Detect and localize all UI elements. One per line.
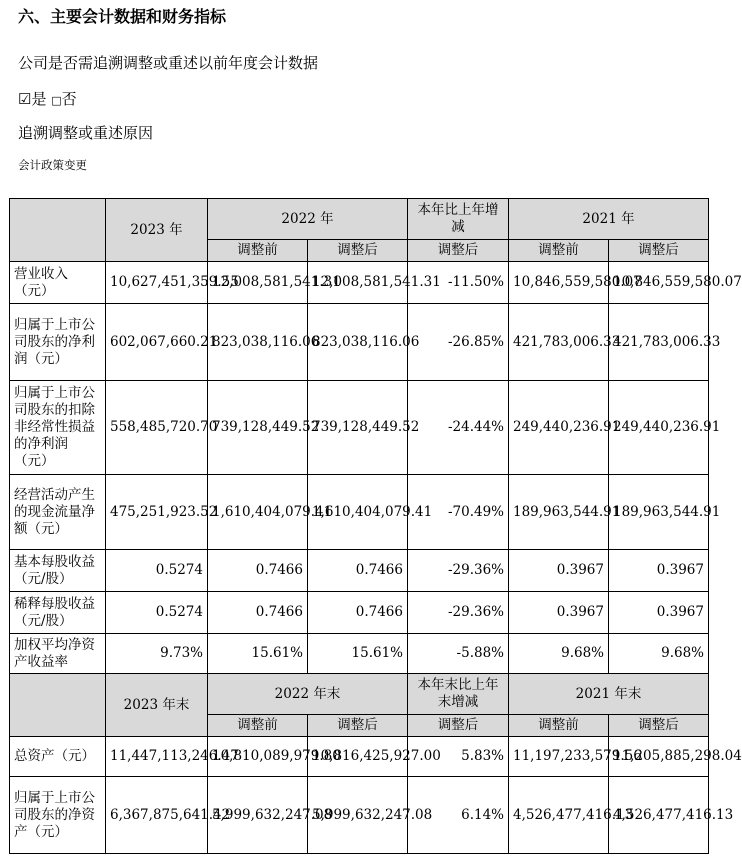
value-current: 9.73% xyxy=(106,634,208,674)
header-blank-cell xyxy=(10,674,106,737)
value-change: 5.83% xyxy=(408,737,509,777)
value-earlier-before: 0.3967 xyxy=(509,592,609,634)
header-col-current: 2023 年末 xyxy=(106,674,208,737)
value-prior-after: 10,816,425,927.00 xyxy=(308,737,408,777)
subheader-after: 调整后 xyxy=(609,240,709,262)
value-change: 6.14% xyxy=(408,777,509,854)
subheader-after: 调整后 xyxy=(609,715,709,737)
reason-text: 会计政策变更 xyxy=(18,158,87,172)
subheader-after: 调整后 xyxy=(308,240,408,262)
subheader-change-after: 调整后 xyxy=(408,715,509,737)
value-prior-before: 5,999,632,247.08 xyxy=(208,777,308,854)
value-earlier-before: 249,440,236.91 xyxy=(509,381,609,475)
header-col-change: 本年末比上年末增减 xyxy=(408,674,509,715)
value-earlier-before: 11,197,233,579.56 xyxy=(509,737,609,777)
subheader-change-after: 调整后 xyxy=(408,240,509,262)
restatement-options xyxy=(18,88,77,109)
reason-title: 追溯调整或重述原因 xyxy=(18,124,154,142)
value-prior-after: 15.61% xyxy=(308,634,408,674)
header-col-earlier: 2021 年末 xyxy=(509,674,709,715)
row-label: 归属于上市公司股东的扣除非经常性损益的净利润（元） xyxy=(10,381,106,475)
value-current: 475,251,923.52 xyxy=(106,475,208,550)
value-earlier-after: 189,963,544.91 xyxy=(609,475,709,550)
value-prior-before: 12,008,581,541.31 xyxy=(208,262,308,304)
no-label: 否 xyxy=(61,90,77,108)
value-prior-before: 15.61% xyxy=(208,634,308,674)
table-row xyxy=(10,550,709,592)
row-label: 基本每股收益（元/股） xyxy=(10,550,106,592)
value-prior-before: 739,128,449.52 xyxy=(208,381,308,475)
value-prior-after: 0.7466 xyxy=(308,592,408,634)
value-earlier-before: 10,846,559,580.07 xyxy=(509,262,609,304)
value-prior-after: 1,610,404,079.41 xyxy=(308,475,408,550)
value-change: -29.36% xyxy=(408,592,509,634)
value-current: 0.5274 xyxy=(106,550,208,592)
value-earlier-after: 0.3967 xyxy=(609,550,709,592)
value-earlier-after: 9.68% xyxy=(609,634,709,674)
restatement-question: 公司是否需追溯调整或重述以前年度会计数据 xyxy=(18,54,319,72)
value-earlier-before: 421,783,006.33 xyxy=(509,304,609,381)
table-row xyxy=(10,381,709,475)
value-change: -70.49% xyxy=(408,475,509,550)
value-change: -24.44% xyxy=(408,381,509,475)
value-prior-before: 0.7466 xyxy=(208,592,308,634)
section-title: 六、主要会计数据和财务指标 xyxy=(18,7,227,26)
subheader-before: 调整前 xyxy=(509,715,609,737)
period-header-row xyxy=(10,199,709,240)
header-col-prior: 2022 年末 xyxy=(208,674,408,715)
row-label: 经营活动产生的现金流量净额（元） xyxy=(10,475,106,550)
row-label: 归属于上市公司股东的净利润（元） xyxy=(10,304,106,381)
table-row xyxy=(10,475,709,550)
value-current: 558,485,720.70 xyxy=(106,381,208,475)
row-label: 总资产（元） xyxy=(10,737,106,777)
value-earlier-after: 11,205,885,298.04 xyxy=(609,737,709,777)
value-change: -11.50% xyxy=(408,262,509,304)
value-earlier-before: 0.3967 xyxy=(509,550,609,592)
value-prior-before: 1,610,404,079.41 xyxy=(208,475,308,550)
value-current: 0.5274 xyxy=(106,592,208,634)
table-row xyxy=(10,262,709,304)
value-earlier-after: 0.3967 xyxy=(609,592,709,634)
value-prior-after: 823,038,116.06 xyxy=(308,304,408,381)
value-prior-after: 5,999,632,247.08 xyxy=(308,777,408,854)
subheader-after: 调整后 xyxy=(308,715,408,737)
value-prior-after: 739,128,449.52 xyxy=(308,381,408,475)
value-current: 11,447,113,246.47 xyxy=(106,737,208,777)
value-earlier-after: 421,783,006.33 xyxy=(609,304,709,381)
table-row xyxy=(10,634,709,674)
table-row xyxy=(10,777,709,854)
header-col-earlier: 2021 年 xyxy=(509,199,709,240)
subheader-before: 调整前 xyxy=(509,240,609,262)
table-row xyxy=(10,304,709,381)
value-change: -29.36% xyxy=(408,550,509,592)
yes-label: 是 xyxy=(31,90,47,108)
no-checkbox-icon[interactable]: □ xyxy=(51,94,62,107)
value-current: 10,627,451,359.55 xyxy=(106,262,208,304)
value-change: -26.85% xyxy=(408,304,509,381)
value-earlier-after: 4,526,477,416.13 xyxy=(609,777,709,854)
value-current: 602,067,660.21 xyxy=(106,304,208,381)
value-earlier-before: 189,963,544.91 xyxy=(509,475,609,550)
header-blank-cell xyxy=(10,199,106,262)
header-col-current: 2023 年 xyxy=(106,199,208,262)
value-current: 6,367,875,641.42 xyxy=(106,777,208,854)
value-prior-before: 0.7466 xyxy=(208,550,308,592)
yes-checkbox-icon[interactable]: ☑ xyxy=(18,90,32,108)
subheader-before: 调整前 xyxy=(208,715,308,737)
value-earlier-after: 10,846,559,580.07 xyxy=(609,262,709,304)
header-col-change: 本年比上年增减 xyxy=(408,199,509,240)
value-earlier-after: 249,440,236.91 xyxy=(609,381,709,475)
row-label: 归属于上市公司股东的净资产（元） xyxy=(10,777,106,854)
value-earlier-before: 4,526,477,416.13 xyxy=(509,777,609,854)
value-prior-after: 12,008,581,541.31 xyxy=(308,262,408,304)
header-col-prior: 2022 年 xyxy=(208,199,408,240)
yearend-header-row xyxy=(10,674,709,715)
value-change: -5.88% xyxy=(408,634,509,674)
table-row xyxy=(10,592,709,634)
value-prior-before: 10,810,089,979.80 xyxy=(208,737,308,777)
table-row xyxy=(10,737,709,777)
row-label: 稀释每股收益（元/股） xyxy=(10,592,106,634)
financial-indicators-table xyxy=(9,198,742,854)
value-earlier-before: 9.68% xyxy=(509,634,609,674)
subheader-before: 调整前 xyxy=(208,240,308,262)
value-prior-after: 0.7466 xyxy=(308,550,408,592)
value-prior-before: 823,038,116.06 xyxy=(208,304,308,381)
row-label: 营业收入（元） xyxy=(10,262,106,304)
row-label: 加权平均净资产收益率 xyxy=(10,634,106,674)
